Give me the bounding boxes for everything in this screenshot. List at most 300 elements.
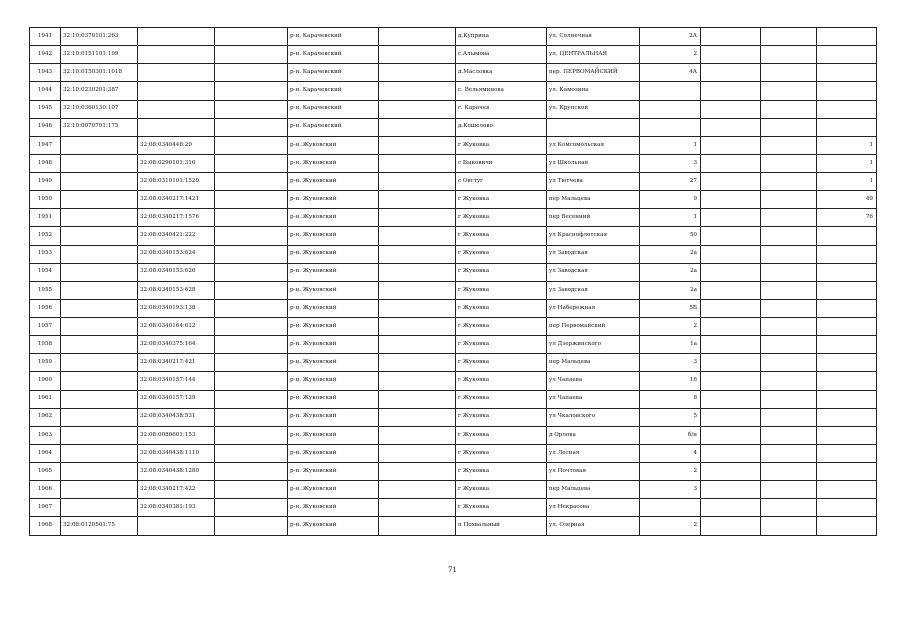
empty-cell [379, 136, 456, 154]
count-cell [817, 299, 877, 317]
district-cell: р-н. Жуковский [288, 444, 379, 462]
district-cell: р-н. Карачевский [288, 82, 379, 100]
house-number-cell: 3 [640, 154, 701, 172]
empty-cell [379, 299, 456, 317]
district-cell: р-н. Карачевский [288, 28, 379, 46]
empty-cell [379, 227, 456, 245]
house-number-cell: 2а [640, 263, 701, 281]
empty-cell [701, 245, 761, 263]
count-cell: 76 [817, 209, 877, 227]
cadastral-number-2-cell [138, 100, 215, 118]
cadastral-number-2-cell: 32:08:0340438:1280 [138, 463, 215, 481]
house-number-cell [640, 118, 701, 136]
district-cell: р-н. Жуковский [288, 191, 379, 209]
locality-cell: г Жуковка [456, 390, 547, 408]
empty-cell [379, 154, 456, 172]
empty-cell [761, 136, 817, 154]
cadastral-number-2-cell: 32:08:0340153:624 [138, 245, 215, 263]
empty-cell [379, 245, 456, 263]
cadastral-number-cell: 32:08:0120501:75 [61, 517, 138, 535]
empty-cell [701, 28, 761, 46]
count-cell [817, 336, 877, 354]
street-cell: ул. Солнечная [547, 28, 640, 46]
street-cell: ул Чапаева [547, 390, 640, 408]
extra-cell [215, 444, 288, 462]
street-cell: пер Первомайский [547, 318, 640, 336]
table-row [30, 299, 877, 317]
empty-cell [761, 118, 817, 136]
locality-cell: д.Масловка [456, 64, 547, 82]
table-row [30, 499, 877, 517]
empty-cell [701, 336, 761, 354]
cadastral-number-2-cell: 32:08:0340157:129 [138, 390, 215, 408]
house-number-cell: 1а [640, 336, 701, 354]
empty-cell [761, 281, 817, 299]
cadastral-number-cell [61, 191, 138, 209]
extra-cell [215, 227, 288, 245]
cadastral-number-2-cell: 32:08:0340217:1576 [138, 209, 215, 227]
cadastral-number-cell [61, 499, 138, 517]
table-row [30, 82, 877, 100]
count-cell [817, 390, 877, 408]
locality-cell: г Жуковка [456, 245, 547, 263]
empty-cell [761, 263, 817, 281]
cadastral-number-2-cell: 32:08:0340157:144 [138, 372, 215, 390]
district-cell: р-н. Жуковский [288, 209, 379, 227]
empty-cell [701, 517, 761, 535]
count-cell [817, 46, 877, 64]
street-cell: ул Заводская [547, 245, 640, 263]
count-cell: 49 [817, 191, 877, 209]
locality-cell: с Овстуг [456, 173, 547, 191]
table-row [30, 136, 877, 154]
street-cell: ул Краснофлотская [547, 227, 640, 245]
house-number-cell: 5 [640, 408, 701, 426]
cadastral-number-2-cell: 32:08:0340217:1421 [138, 191, 215, 209]
extra-cell [215, 281, 288, 299]
locality-cell: с Быковичи [456, 154, 547, 172]
district-cell: р-н. Жуковский [288, 390, 379, 408]
extra-cell [215, 245, 288, 263]
count-cell [817, 118, 877, 136]
empty-cell [379, 191, 456, 209]
cadastral-number-2-cell: 32:08:0340153:626 [138, 263, 215, 281]
table-row [30, 227, 877, 245]
street-cell: ул Лесная [547, 444, 640, 462]
extra-cell [215, 408, 288, 426]
empty-cell [379, 82, 456, 100]
house-number-cell: 1 [640, 209, 701, 227]
count-cell [817, 263, 877, 281]
empty-cell [701, 191, 761, 209]
count-cell [817, 408, 877, 426]
house-number-cell: 3 [640, 481, 701, 499]
cadastral-number-2-cell: 32:08:0340217:421 [138, 354, 215, 372]
cadastral-number-2-cell: 32:08:0340438:1110 [138, 444, 215, 462]
district-cell: р-н. Жуковский [288, 136, 379, 154]
empty-cell [379, 281, 456, 299]
count-cell [817, 227, 877, 245]
street-cell: ул Комсомольская [547, 136, 640, 154]
district-cell: р-н. Жуковский [288, 463, 379, 481]
cadastral-number-2-cell: 32:08:0340438:531 [138, 408, 215, 426]
row-number-cell: 1960 [30, 372, 61, 390]
extra-cell [215, 318, 288, 336]
house-number-cell: 4А [640, 64, 701, 82]
empty-cell [701, 100, 761, 118]
empty-cell [701, 499, 761, 517]
count-cell [817, 82, 877, 100]
empty-cell [379, 463, 456, 481]
district-cell: р-н. Жуковский [288, 426, 379, 444]
empty-cell [379, 481, 456, 499]
table-row [30, 372, 877, 390]
count-cell [817, 463, 877, 481]
cadastral-number-2-cell: 32:08:0340375:164 [138, 336, 215, 354]
district-cell: р-н. Жуковский [288, 517, 379, 535]
count-cell [817, 499, 877, 517]
cadastral-number-2-cell: 32:08:0340153:628 [138, 281, 215, 299]
empty-cell [379, 318, 456, 336]
cadastral-number-cell [61, 354, 138, 372]
district-cell: р-н. Жуковский [288, 354, 379, 372]
row-number-cell: 1945 [30, 100, 61, 118]
count-cell [817, 245, 877, 263]
cadastral-number-cell [61, 408, 138, 426]
street-cell: пер Мальцева [547, 354, 640, 372]
row-number-cell: 1942 [30, 46, 61, 64]
table-row [30, 463, 877, 481]
empty-cell [761, 517, 817, 535]
table-row [30, 64, 877, 82]
count-cell: 1 [817, 173, 877, 191]
locality-cell: г Жуковка [456, 444, 547, 462]
district-cell: р-н. Карачевский [288, 100, 379, 118]
row-number-cell: 1967 [30, 499, 61, 517]
count-cell [817, 517, 877, 535]
cadastral-number-cell: 32:10:0360130:107 [61, 100, 138, 118]
cadastral-number-2-cell [138, 517, 215, 535]
street-cell: ул. ЦЕНТРАЛЬНАЯ [547, 46, 640, 64]
page-number: 71 [448, 566, 457, 574]
locality-cell: г Жуковка [456, 354, 547, 372]
street-cell [547, 118, 640, 136]
empty-cell [701, 136, 761, 154]
empty-cell [379, 499, 456, 517]
extra-cell [215, 191, 288, 209]
row-number-cell: 1956 [30, 299, 61, 317]
cadastral-number-2-cell [138, 64, 215, 82]
count-cell [817, 354, 877, 372]
extra-cell [215, 100, 288, 118]
locality-cell: г Жуковка [456, 136, 547, 154]
empty-cell [701, 444, 761, 462]
empty-cell [701, 64, 761, 82]
district-cell: р-н. Жуковский [288, 299, 379, 317]
empty-cell [701, 481, 761, 499]
house-number-cell: 2 [640, 517, 701, 535]
table-row [30, 263, 877, 281]
table-row [30, 245, 877, 263]
empty-cell [761, 227, 817, 245]
row-number-cell: 1957 [30, 318, 61, 336]
empty-cell [761, 100, 817, 118]
cadastral-number-cell: 32:10:0230201:387 [61, 82, 138, 100]
row-number-cell: 1944 [30, 82, 61, 100]
locality-cell: г Жуковка [456, 191, 547, 209]
empty-cell [379, 46, 456, 64]
empty-cell [701, 173, 761, 191]
table-row [30, 408, 877, 426]
extra-cell [215, 481, 288, 499]
empty-cell [701, 227, 761, 245]
table-row [30, 118, 877, 136]
district-cell: р-н. Жуковский [288, 263, 379, 281]
house-number-cell: 2 [640, 318, 701, 336]
street-cell: ул Чапаева [547, 372, 640, 390]
house-number-cell: 50 [640, 227, 701, 245]
empty-cell [701, 46, 761, 64]
empty-cell [701, 390, 761, 408]
table-row [30, 191, 877, 209]
locality-cell: г Жуковка [456, 481, 547, 499]
extra-cell [215, 28, 288, 46]
cadastral-number-2-cell [138, 118, 215, 136]
cadastral-number-2-cell: 32:08:0340381:193 [138, 499, 215, 517]
empty-cell [379, 100, 456, 118]
cadastral-number-cell [61, 463, 138, 481]
extra-cell [215, 499, 288, 517]
locality-cell: г Жуковка [456, 299, 547, 317]
count-cell [817, 444, 877, 462]
count-cell [817, 281, 877, 299]
house-number-cell: 8 [640, 390, 701, 408]
count-cell [817, 100, 877, 118]
row-number-cell: 1954 [30, 263, 61, 281]
row-number-cell: 1966 [30, 481, 61, 499]
row-number-cell: 1959 [30, 354, 61, 372]
cadastral-number-cell [61, 390, 138, 408]
district-cell: р-н. Жуковский [288, 154, 379, 172]
district-cell: р-н. Жуковский [288, 245, 379, 263]
empty-cell [701, 299, 761, 317]
empty-cell [379, 354, 456, 372]
extra-cell [215, 426, 288, 444]
table-row [30, 318, 877, 336]
locality-cell: г Жуковка [456, 372, 547, 390]
row-number-cell: 1962 [30, 408, 61, 426]
empty-cell [761, 463, 817, 481]
count-cell [817, 481, 877, 499]
empty-cell [761, 336, 817, 354]
locality-cell: г Жуковка [456, 463, 547, 481]
empty-cell [379, 390, 456, 408]
street-cell: ул Заводская [547, 263, 640, 281]
district-cell: р-н. Жуковский [288, 318, 379, 336]
empty-cell [379, 209, 456, 227]
row-number-cell: 1964 [30, 444, 61, 462]
cadastral-number-2-cell [138, 46, 215, 64]
empty-cell [379, 372, 456, 390]
cadastral-number-cell: 32:10:0151101:199 [61, 46, 138, 64]
row-number-cell: 1951 [30, 209, 61, 227]
empty-cell [701, 281, 761, 299]
street-cell: ул. Озерная [547, 517, 640, 535]
locality-cell: г Жуковка [456, 336, 547, 354]
table-row [30, 444, 877, 462]
cadastral-number-cell: 32:10:0150301:1018 [61, 64, 138, 82]
cadastral-number-cell [61, 299, 138, 317]
empty-cell [761, 46, 817, 64]
cadastral-number-2-cell: 32:08:0290101:316 [138, 154, 215, 172]
house-number-cell: 3 [640, 354, 701, 372]
cadastral-number-cell: 32:10:0070701:175 [61, 118, 138, 136]
empty-cell [761, 154, 817, 172]
table-row [30, 390, 877, 408]
empty-cell [761, 318, 817, 336]
cadastral-number-2-cell: 32:08:0340217:422 [138, 481, 215, 499]
empty-cell [379, 408, 456, 426]
extra-cell [215, 517, 288, 535]
cadastral-number-cell [61, 481, 138, 499]
row-number-cell: 1947 [30, 136, 61, 154]
cadastral-number-cell [61, 318, 138, 336]
empty-cell [379, 263, 456, 281]
street-cell: ул Тютчева [547, 173, 640, 191]
extra-cell [215, 136, 288, 154]
table-body [30, 28, 877, 536]
empty-cell [701, 82, 761, 100]
street-cell: пер Весенний [547, 209, 640, 227]
count-cell: 1 [817, 154, 877, 172]
street-cell: ул. Камозина [547, 82, 640, 100]
extra-cell [215, 209, 288, 227]
street-cell: ул Чкаловского [547, 408, 640, 426]
cadastral-number-cell [61, 426, 138, 444]
extra-cell [215, 263, 288, 281]
cadastral-number-cell [61, 263, 138, 281]
empty-cell [761, 82, 817, 100]
empty-cell [701, 209, 761, 227]
locality-cell: г Жуковка [456, 227, 547, 245]
empty-cell [761, 28, 817, 46]
locality-cell: д.Куприна [456, 28, 547, 46]
extra-cell [215, 390, 288, 408]
table-row [30, 154, 877, 172]
row-number-cell: 1943 [30, 64, 61, 82]
locality-cell: г Жуковка [456, 318, 547, 336]
locality-cell: г Жуковка [456, 281, 547, 299]
empty-cell [379, 64, 456, 82]
row-number-cell: 1953 [30, 245, 61, 263]
cadastral-number-2-cell: 32:08:0310101:1520 [138, 173, 215, 191]
empty-cell [379, 28, 456, 46]
empty-cell [761, 354, 817, 372]
extra-cell [215, 354, 288, 372]
row-number-cell: 1949 [30, 173, 61, 191]
empty-cell [701, 354, 761, 372]
district-cell: р-н. Жуковский [288, 499, 379, 517]
locality-cell: г Жуковка [456, 263, 547, 281]
cadastral-number-cell [61, 136, 138, 154]
extra-cell [215, 82, 288, 100]
table-row [30, 336, 877, 354]
street-cell: пер Мальцева [547, 191, 640, 209]
empty-cell [761, 372, 817, 390]
empty-cell [379, 336, 456, 354]
row-number-cell: 1948 [30, 154, 61, 172]
locality-cell: с.Алымова [456, 46, 547, 64]
empty-cell [761, 481, 817, 499]
district-cell: р-н. Жуковский [288, 336, 379, 354]
street-cell: ул Почтовая [547, 463, 640, 481]
cadastral-number-cell: 32:10:0370101:263 [61, 28, 138, 46]
locality-cell: г. Карачев [456, 100, 547, 118]
extra-cell [215, 299, 288, 317]
house-number-cell: 16 [640, 372, 701, 390]
row-number-cell: 1950 [30, 191, 61, 209]
district-cell: р-н. Жуковский [288, 281, 379, 299]
table-row [30, 281, 877, 299]
house-number-cell: 2 [640, 46, 701, 64]
empty-cell [701, 408, 761, 426]
empty-cell [701, 372, 761, 390]
street-cell: ул Школьная [547, 154, 640, 172]
house-number-cell [640, 82, 701, 100]
district-cell: р-н. Жуковский [288, 372, 379, 390]
empty-cell [379, 118, 456, 136]
table-row [30, 173, 877, 191]
count-cell: 1 [817, 136, 877, 154]
table-row [30, 28, 877, 46]
house-number-cell: б/н [640, 426, 701, 444]
empty-cell [761, 408, 817, 426]
row-number-cell: 1965 [30, 463, 61, 481]
table-row [30, 209, 877, 227]
empty-cell [379, 444, 456, 462]
empty-cell [761, 444, 817, 462]
empty-cell [701, 463, 761, 481]
house-number-cell: 9 [640, 191, 701, 209]
empty-cell [761, 499, 817, 517]
street-cell: д Орлова [547, 426, 640, 444]
row-number-cell: 1968 [30, 517, 61, 535]
cadastral-number-2-cell: 32:08:0340421:222 [138, 227, 215, 245]
house-number-cell: 27 [640, 173, 701, 191]
empty-cell [761, 64, 817, 82]
empty-cell [379, 173, 456, 191]
cadastral-number-cell [61, 227, 138, 245]
row-number-cell: 1941 [30, 28, 61, 46]
table-row [30, 426, 877, 444]
empty-cell [379, 426, 456, 444]
count-cell [817, 372, 877, 390]
row-number-cell: 1958 [30, 336, 61, 354]
extra-cell [215, 372, 288, 390]
cadastral-number-cell [61, 173, 138, 191]
street-cell: ул. Крупской [547, 100, 640, 118]
empty-cell [701, 318, 761, 336]
house-number-cell: 2а [640, 245, 701, 263]
street-cell: пер Мальцева [547, 481, 640, 499]
extra-cell [215, 173, 288, 191]
cadastral-number-cell [61, 444, 138, 462]
district-cell: р-н. Карачевский [288, 46, 379, 64]
extra-cell [215, 118, 288, 136]
empty-cell [761, 299, 817, 317]
district-cell: р-н. Жуковский [288, 227, 379, 245]
cadastral-number-2-cell: 32:08:0340193:138 [138, 299, 215, 317]
